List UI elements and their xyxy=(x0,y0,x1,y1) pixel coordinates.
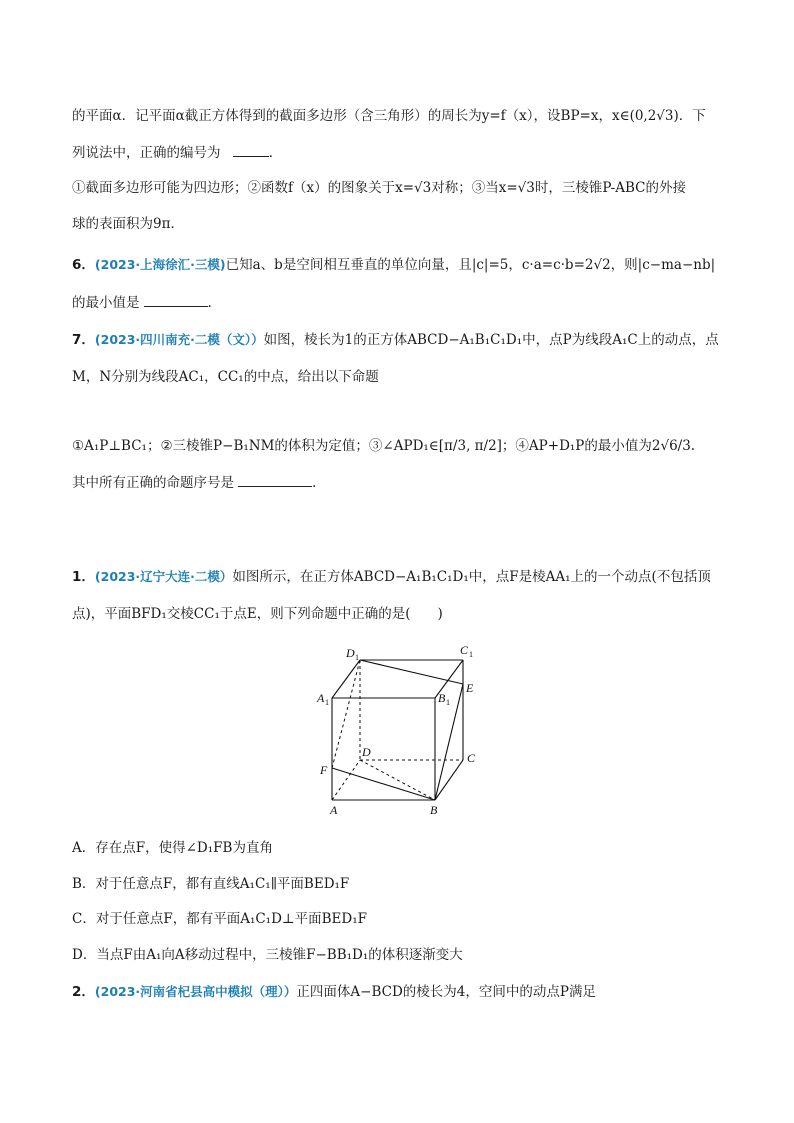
problem5-text: 的平面α．记平面α截正方体得到的截面多边形（含三角形）的周长为y=f（x），设BP=x，x∈(0,2√3)．下 xyxy=(72,108,706,124)
problem6-line1 xyxy=(72,255,734,275)
problem6-text: 已知a、b是空间相互垂直的单位向量，且|c|=5，c·a=c·b=2√2，则|c−ma−nb| xyxy=(225,257,716,273)
problem5-line3 xyxy=(72,178,734,198)
line-fd1-hidden xyxy=(332,660,360,768)
edge-a1d1 xyxy=(332,660,360,698)
problem-number: 6． xyxy=(72,257,95,273)
problem-number: 7． xyxy=(72,332,95,348)
problem7-statements: ①A₁P⊥BC₁；②三棱锥P−B₁NM的体积为定值；③∠APD₁∈[π/3, π/2]；④AP+D₁P的最小值为2√6/3. xyxy=(72,438,696,454)
problem1-line1 xyxy=(72,567,734,587)
problem5-period: ． xyxy=(268,145,283,161)
answer-blank[interactable] xyxy=(144,292,208,307)
problem5-prompt: 列说法中，正确的编号为 xyxy=(72,145,221,161)
problem5-line4 xyxy=(72,214,734,234)
problem7-line4 xyxy=(72,472,734,493)
label-b: B xyxy=(430,803,438,817)
cube-diagram xyxy=(310,640,500,820)
label-a1-sub: 1 xyxy=(325,698,329,707)
problem7-line1 xyxy=(72,330,734,350)
cube-figure xyxy=(310,640,500,820)
problem-source: (2023·辽宁大连·二模） xyxy=(94,569,233,584)
problem-number: 2． xyxy=(72,984,95,1000)
label-b1: B xyxy=(438,691,446,705)
problem1-text2: 点)，平面BFD₁交棱CC₁于点E，则下列命题中正确的是( ) xyxy=(72,606,443,622)
label-c1: C xyxy=(460,643,469,657)
label-a: A xyxy=(330,803,338,817)
edge-bc xyxy=(435,760,463,800)
problem7-line2 xyxy=(72,367,734,387)
problem7-text2: M，N分别为线段AC₁，CC₁的中点，给出以下命题 xyxy=(72,369,379,385)
label-f: F xyxy=(320,763,328,777)
problem7-prompt: 其中所有正确的命题序号是 xyxy=(72,475,234,491)
label-d1-sub: 1 xyxy=(355,653,359,662)
problem7-period: . xyxy=(312,475,317,491)
problem6-period: . xyxy=(207,295,212,311)
problem6-prompt: 的最小值是 xyxy=(72,295,140,311)
label-a1: A xyxy=(317,691,325,705)
problem-source: (2023·四川南充·二模（文）） xyxy=(94,332,264,347)
problem2-text: 正四面体A−BCD的棱长为4，空间中的动点P满足 xyxy=(296,984,596,1000)
option-c[interactable]: C．对于任意点F，都有平面A₁C₁D⊥平面BED₁F xyxy=(72,911,367,927)
problem1-line2 xyxy=(72,604,734,624)
label-c: C xyxy=(467,751,476,765)
label-e: E xyxy=(466,681,474,695)
problem6-line2 xyxy=(72,292,734,313)
option-d[interactable]: D．当点F由A₁向A移动过程中，三棱锥F−BB₁D₁的体积逐渐变大 xyxy=(72,947,463,963)
answer-blank[interactable] xyxy=(238,472,312,487)
label-d: D xyxy=(362,745,371,759)
problem7-line3 xyxy=(72,436,734,456)
problem-source: (2023·上海徐汇·三模) xyxy=(94,257,226,272)
problem5-statements-end: 球的表面积为9π． xyxy=(72,216,184,232)
problem1-text: 如图所示，在正方体ABCD−A₁B₁C₁D₁中，点F是棱AA₁上的一个动点(不包括顶 xyxy=(232,569,711,585)
edge-ad-hidden xyxy=(332,760,360,800)
problem2-line1 xyxy=(72,982,734,1002)
option-b[interactable]: B．对于任意点F，都有直线A₁C₁∥平面BED₁F xyxy=(72,876,350,892)
problem5-line2 xyxy=(72,142,734,163)
problem5-statements: ①截面多边形可能为四边形；②函数f（x）的图象关于x=√3对称；③当x=√3时，三棱锥P-ABC的外接 xyxy=(72,180,686,196)
label-c1-sub: 1 xyxy=(469,650,473,659)
problem-number: 1． xyxy=(72,569,95,585)
label-d1: D xyxy=(346,646,355,660)
problem7-text: 如图，棱长为1的正方体ABCD−A₁B₁C₁D₁中，点P为线段A₁C上的动点，点 xyxy=(263,332,719,348)
answer-blank[interactable] xyxy=(233,142,269,157)
problem5-line1 xyxy=(72,106,734,126)
problem-source: (2023·河南省杞县高中模拟（理）） xyxy=(94,984,297,999)
label-b1-sub: 1 xyxy=(446,698,450,707)
line-d1e xyxy=(360,660,463,684)
option-a[interactable]: A．存在点F，使得∠D₁FB为直角 xyxy=(72,840,273,856)
